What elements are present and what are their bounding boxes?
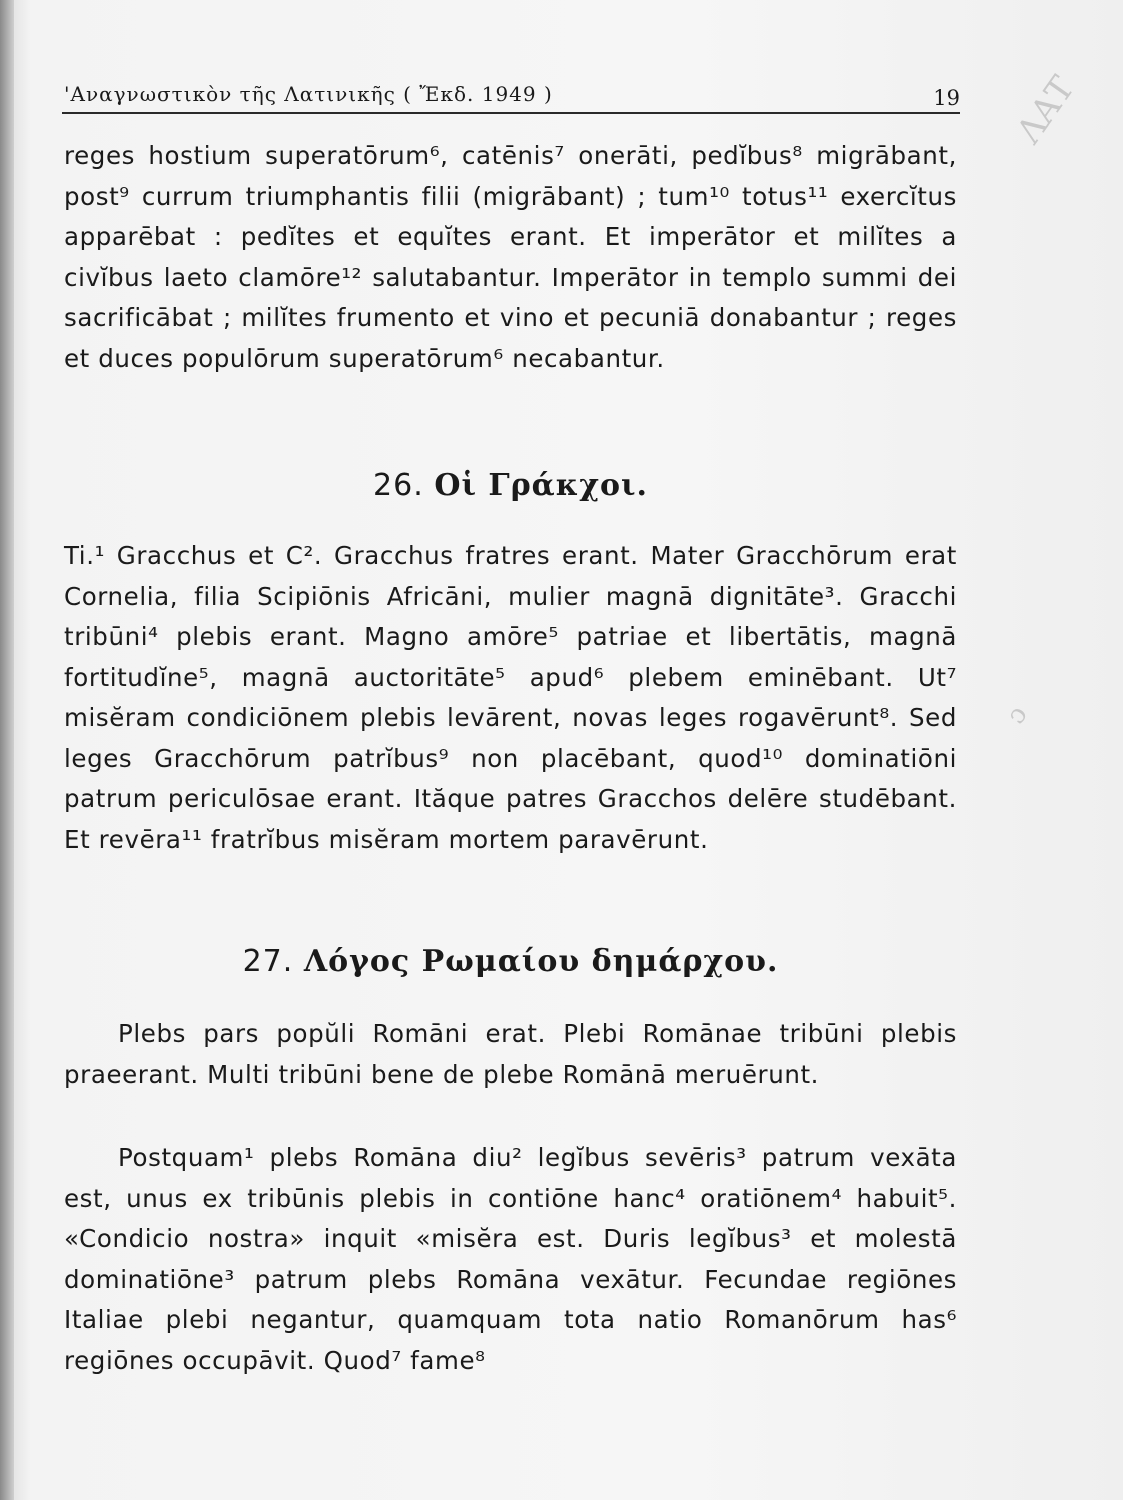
section-title: Λόγος Ρωμαίου δημάρχου. bbox=[303, 944, 779, 979]
section-heading-27 bbox=[64, 944, 957, 979]
section-heading-26 bbox=[64, 468, 957, 503]
running-head: 'Αναγνωστικὸν τῆς Λατινικῆς ( Ἔκδ. 1949 ) bbox=[64, 82, 553, 106]
paragraph-26: Ti.¹ Gracchus et C². Gracchus fratres erant. Mater Gracchōrum erat Cornelia, filia Scipiōnis Africāni, mulier magnā dignitāte³. Gracchi tribūni⁴ plebis erant. Magno amōre⁵ patriae et libertātis, magnā fortitudĭne⁵, magnā auctoritāte⁵ apud⁶ plebem eminēbant. Ut⁷ misĕram condiciōnem plebis levārent, novas leges rogavērunt⁸. Sed leges Gracchōrum patrĭbus⁹ non placēbant, quod¹⁰ dominatiōni patrum periculōsae erant. Ităque patres Gracchos delēre studēbant. Et revēra¹¹ fratrĭbus misĕram mortem paravērunt. bbox=[64, 541, 957, 854]
section-title: Οἱ Γράκχοι. bbox=[434, 468, 648, 503]
paragraph-27b: Postquam¹ plebs Romāna diu² legĭbus sevēris³ patrum vexāta est, unus ex tribūnis plebis in contiōne hanc⁴ oratiōnem⁴ habuit⁵. «Condicio nostra» inquit «misĕra est. Duris legĭbus³ et molestā dominatiōne³ patrum plebs Romāna vexātur. Fecundae regiōnes Italiae plebi negantur, quamquam tota natio Romanōrum has⁶ regiōnes occupāvit. Quod⁷ fame⁸ bbox=[64, 1143, 957, 1375]
binding-shadow bbox=[0, 0, 14, 1500]
paragraph-intro: reges hostium superatōrum⁶, catēnis⁷ onerāti, pedĭbus⁸ migrābant, post⁹ currum triumphantis filii (migrābant) ; tum¹⁰ totus¹¹ exercĭtus apparēbat : pedĭtes et equĭtes erant. Et imperātor et milĭtes a civĭbus laeto clamōre¹² salutabantur. Imperātor in templo summi dei sacrificābat ; milĭtes frumento et vino et pecuniā donabantur ; reges et duces populōrum superatōrum⁶ necabantur. bbox=[64, 141, 957, 373]
paragraph-27a: Plebs pars popŭli Romāni erat. Plebi Romānae tribūni plebis praeerant. Multi tribūni bene de plebe Romānā meruērunt. bbox=[64, 1019, 957, 1089]
show-through-mark: ΛΑΤ bbox=[1008, 69, 1083, 151]
show-through-mark: ɔ bbox=[1000, 700, 1034, 730]
section-number: 26. bbox=[373, 468, 424, 503]
section-number: 27. bbox=[242, 944, 294, 979]
page-number: 19 bbox=[933, 86, 960, 110]
page-header bbox=[62, 80, 960, 114]
